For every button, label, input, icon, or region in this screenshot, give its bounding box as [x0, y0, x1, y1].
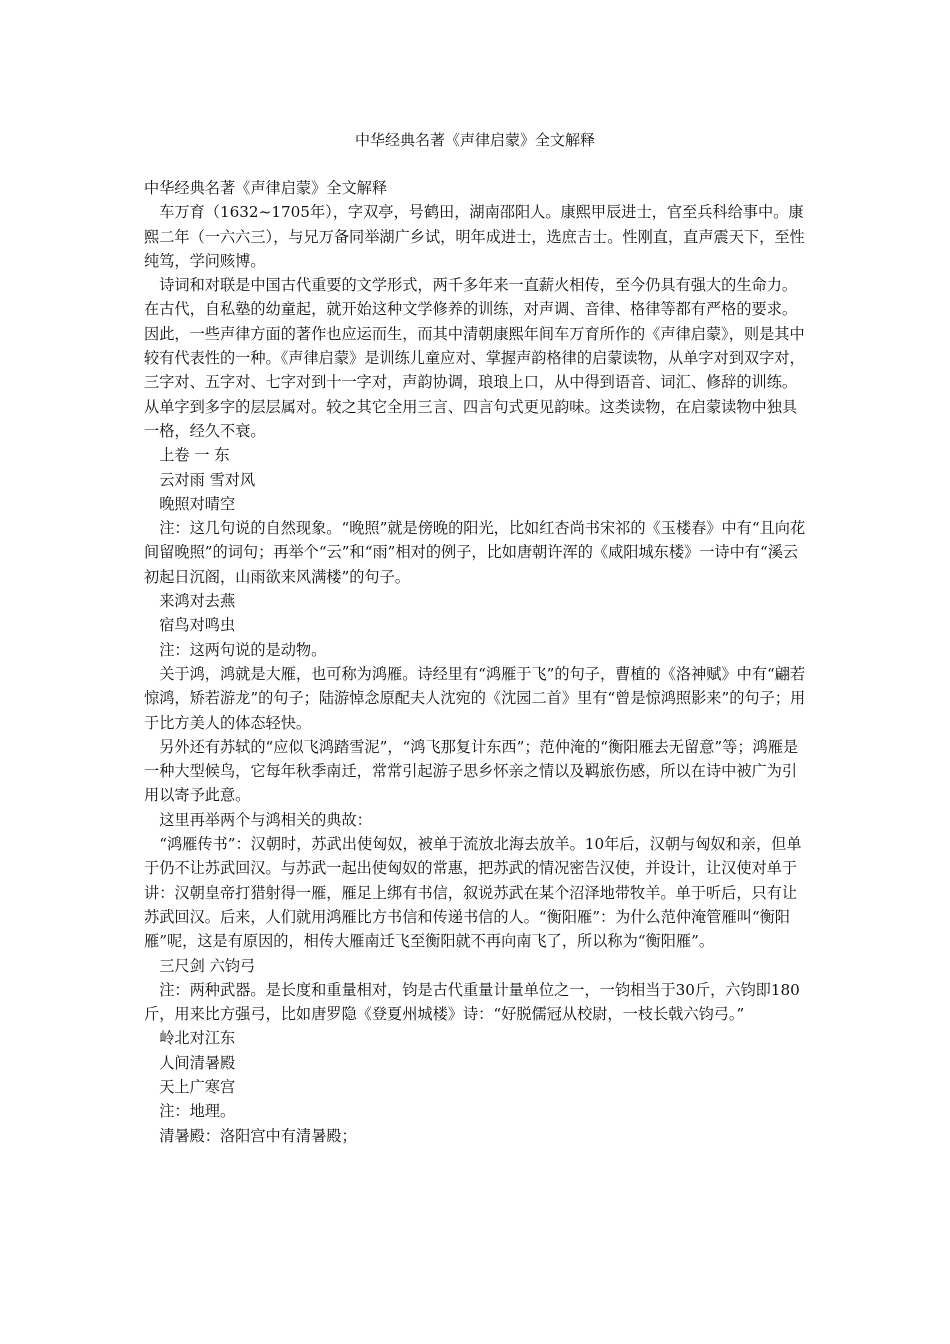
verse-line: 来鸿对去燕: [159, 592, 236, 611]
paragraph-introduction: 诗词和对联是中国古代重要的文学形式，两千多年来一直薪火相传，至今仍具有强大的生命力。在古代，自私塾的幼童起，就开始这种文学修养的训练，对声调、音律、格律等都有严格的要求。因此，一些声律方面的著作也应运而生，而其中清朝康熙年间车万育所作的《声律启蒙》，则是其中较有代表性的一种。《声律启蒙》是训练儿童应对、掌握声韵格律的启蒙读物，从单字对到双字对，三字对、五字对、七字对到十一字对，声韵协调，琅琅上口，从中得到语音、词汇、修辞的训练。从单字到多字的层层属对。较之其它全用三言、四言句式更见韵味。这类读物，在启蒙读物中独具一格，经久不衰。: [144, 276, 805, 440]
verse-line: 云对雨 雪对风: [159, 470, 256, 489]
verse-line: 三尺剑 六钧弓: [159, 956, 256, 975]
explanation-paragraph: 清暑殿：洛阳宫中有清暑殿；: [159, 1126, 357, 1145]
section-heading: 上卷 一 东: [159, 446, 230, 465]
verse-line: 天上广寒宫: [159, 1077, 236, 1096]
paragraph-author-bio: 车万育（1632~1705年），字双亭，号鹤田，湖南邵阳人。康熙甲辰进士，官至兵科给事中。康熙二年（一六六三），与兄万备同举湖广乡试，明年成进士，选庶吉士。性刚直，直声震天下，至性纯笃，学问赅博。: [144, 203, 805, 270]
explanation-paragraph: 另外还有苏轼的“应似飞鸿踏雪泥”，“鸿飞那复计东西”；范仲淹的“衡阳雁去无留意”等；鸿雁是一种大型候鸟，它每年秋季南迁，常常引起游子思乡怀亲之情以及羁旅伤感，所以在诗中被广为引用以寄予此意。: [144, 737, 799, 805]
verse-line: 岭北对江东: [159, 1029, 236, 1048]
verse-line: 人间清暑殿: [159, 1053, 236, 1072]
explanation-paragraph: “鸿雁传书”：汉朝时，苏武出使匈奴，被单于流放北海去放羊。10年后，汉朝与匈奴和亲，但单于仍不让苏武回汉。与苏武一起出使匈奴的常惠，把苏武的情况密告汉使，并设计，让汉使对单于讲：汉朝皇帝打猎射得一雁，雁足上绑有书信，叙说苏武在某个沼泽地带牧羊。单于听后，只有让苏武回汉。后来，人们就用鸿雁比方书信和传递书信的人。“衡阳雁”：为什么范仲淹管雁叫“衡阳雁”呢，这是有原因的，相传大雁南迁飞至衡阳就不再向南飞了，所以称为“衡阳雁”。: [144, 835, 802, 951]
annotation-paragraph: 注：地理。: [159, 1102, 236, 1121]
verse-line: 晚照对晴空: [159, 494, 236, 513]
annotation-paragraph: 注：这两句说的是动物。: [159, 640, 327, 659]
explanation-paragraph: 这里再举两个与鸿相关的典故：: [159, 810, 372, 829]
annotation-paragraph: 注：这几句说的自然现象。“晚照”就是傍晚的阳光，比如红杏尚书宋祁的《玉楼春》中有“且向花间留晚照”的词句；再举个“云”和“雨”相对的例子，比如唐朝许浑的《咸阳城东楼》一诗中有“溪云初起日沉阁，山雨欲来风满楼”的句子。: [144, 519, 806, 586]
paragraph-heading: 中华经典名著《声律启蒙》全文解释: [144, 179, 387, 197]
verse-line: 宿鸟对鸣虫: [159, 616, 236, 635]
document-body: [144, 176, 812, 1148]
annotation-paragraph: 注：两种武器。是长度和重量相对，钧是古代重量计量单位之一，一钧相当于30斤，六钧即180斤，用来比方强弓，比如唐罗隐《登夏州城楼》诗：“好脱儒冠从校尉，一枝长戟六钧弓。”: [144, 980, 800, 1024]
explanation-paragraph: 关于鸿，鸿就是大雁，也可称为鸿雁。诗经里有“鸿雁于飞”的句子，曹植的《洛神赋》中有“翩若惊鸿，矫若游龙”的句子；陆游悼念原配夫人沈宛的《沈园二首》里有“曾是惊鸿照影来”的句子；用于比方美人的体态轻快。: [144, 664, 806, 732]
document-title: 中华经典名著《声律启蒙》全文解释: [354, 131, 595, 149]
